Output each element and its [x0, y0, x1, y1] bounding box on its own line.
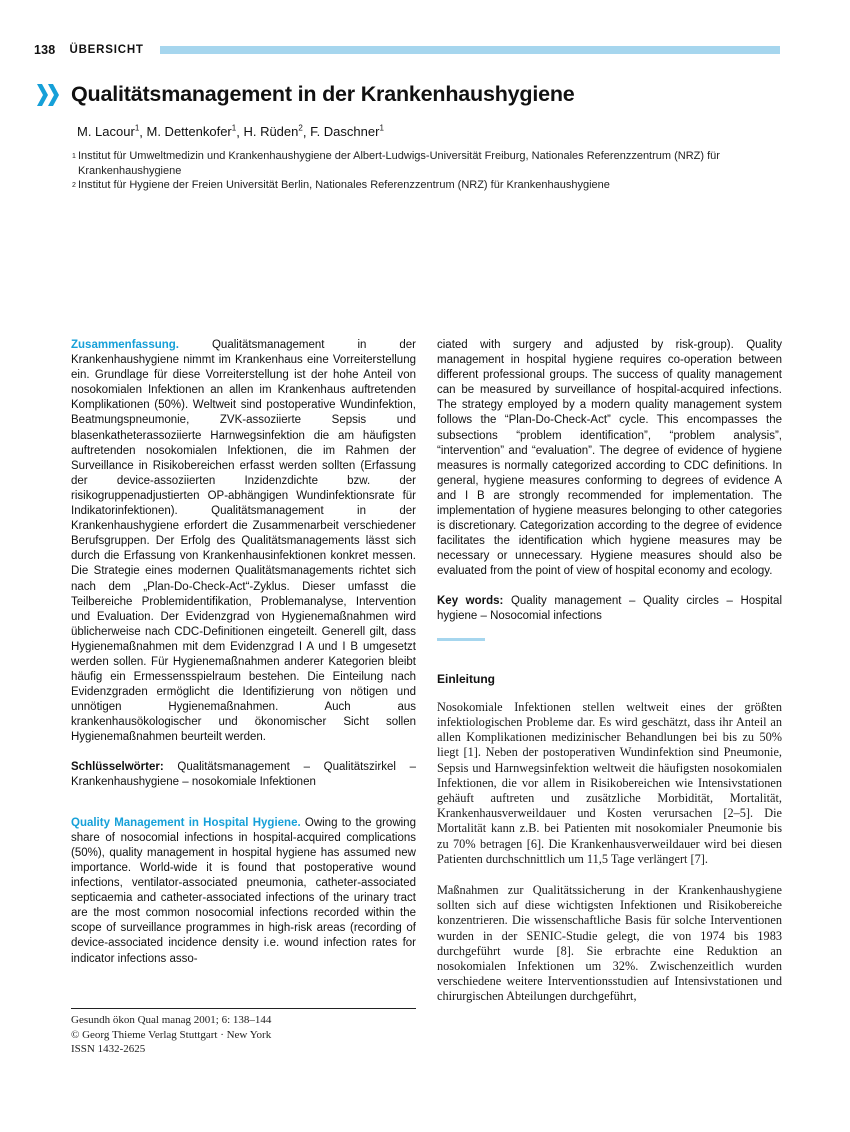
section-label: ÜBERSICHT	[69, 44, 144, 56]
author: M. Lacour$^1$	[77, 124, 140, 140]
keywords-english-label: Key words:	[437, 594, 504, 607]
intro-paragraph: Nosokomiale Infektionen stellen weltweit eines der größten infektiologischen Probleme dar. Es wird geschätzt, dass ihr Anteil an allen Komplikationen medizinischer Behandlungen bei bis zu 50% liegt [1]. Neben der postoperativen Wundinfektion sind Pneumonie, Sepsis und Harnwegsinfektion weltweit die häufigsten nosokomialen Infektionen, die vor allem in Risikobereichen wie Intensivstationen gehäuft auftreten und zusätzliche Morbidität, Mortalität, Krankenhausverweildauer und Kosten verursachen [2–5]. Die Mortalität kann z.B. bei Patienten mit nosokomialer Pneumonie bis zu 70% betragen [6]. Die Krankenhausverweildauer wird bei diesen Patienten durchschnittlich um 11,5 Tage verlängert [7].	[437, 699, 782, 866]
keywords-english-text: Quality management – Quality circles – Hospital hygiene – Nosocomial infections	[437, 594, 782, 622]
page-number: 138	[34, 43, 56, 57]
keywords-german	[71, 760, 416, 790]
left-column	[71, 338, 416, 967]
abstract-english-continued: ciated with surgery and adjusted by risk-group). Quality management in hospital hygiene requires co-operation between different professional groups. The success of quality management can be measured by surveillance of hospital-acquired infections. The strategy employed by a modern quality management system follows the “Plan-Do-Check-Act” cycle. This encompasses the subsections “problem identification”, “problem analysis”, “intervention” and “evaluation”. The degree of evidence of hygiene measures is normally categorized according to CDC definitions. In general, hygiene measures conforming to degrees of evidence A and I B are strongly recommended for implementation. The implementation of hygiene measures belonging to other categories is discretionary. Categorization according to the degree of evidence facilitates the identification which hygiene measures may be necessary or unnecessary. Hygiene measures should also be evaluated from the point of view of hospital economy and ecology.	[437, 339, 782, 578]
running-header	[34, 43, 780, 57]
abstract-english	[71, 816, 416, 967]
section-heading-einleitung: Einleitung	[437, 671, 495, 686]
citation: Gesundh ökon Qual manag 2001; 6: 138–144	[71, 1014, 272, 1026]
double-chevron-icon	[36, 83, 62, 107]
author-list: M. Lacour$^1$, M. Dettenkofer$^1$, H. Rüden$^2$, F. Daschner$^1$	[77, 124, 384, 140]
abstract-english-heading: Quality Management in Hospital Hygiene.	[71, 816, 301, 829]
section-divider	[437, 638, 485, 641]
abstract-english-text-left: Owing to the growing share of nosocomial infections in hospital-acquired complications (50%), quality management in hospital hygiene has assumed new importance. World-wide it is found that postoperative wound infections, ventilator-associated pneumonia, catheter-associated septicaemia and catheter-associated infections of the urinary tract are the most common nosocomial infections recorded within the scope of surveillance programmes in high-risk areas (recording of device-associated incidence density i.e. wound infection rates for indicator infections asso-	[71, 816, 416, 965]
abstract-german-text: Qualitätsmanagement in der Krankenhaushygiene nimmt im Krankenhaus eine Vorreiterstellung ein. Grundlage für diese Vorreiterstellung ist der hohe Anteil von nosokomialen Infektionen an allen im Krankenhaus auftretenden Komplikationen (50%). Weltweit sind postoperative Wundinfektion, Beatmungspneumonie, ZVK-assoziierte Sepsis und blasenkatheterassoziierte Harnwegsinfektion die am häufigsten auftretenden nosokomialen Infektionen, die im Rahmen der Surveillance in Risikobereichen erfasst werden sollten (Erfassung der device-assoziierten Inzidenzdichte bzw. der risikogruppenadjustierten OP-abhängigen Wundinfektionsrate für Indikatorinfektionen). Qualitätsmanagement in der Krankenhaushygiene erfordert die Zusammenarbeit verschiedener Berufsgruppen. Der Erfolg des Qualitätsmanagements lässt sich durch die Erfassung von Krankenhausinfektionen konkret messen. Die Strategie eines modernen Qualitätsmanagements richtet sich nach dem „Plan-Do-Check-Act“-Zyklus. Dieser umfasst die Teilbereiche Problemidentifikation, Problemanalyse, Intervention und Evaluation. Der Evidenzgrad von Hygienemaßnahmen wird üblicherweise nach CDC-Definitionen eingeteilt. Generell gilt, dass Hygienemaßnahmen mit dem Evidenzgrad I A und I B umgesetzt werden sollen. Für Hygienemaßnahmen anderer Kategorien bleibt häufig ein Ermessensspielraum bestehen. Die Einteilung nach Evidenzgraden ermöglicht die Identifizierung von nötigen und unnötigen Hygienemaßnahmen. Auch aus krankenhausökologischer und ökonomischer Sicht sollen Hygienemaßnahmen beurteilt werden.	[71, 339, 417, 744]
footnote	[71, 1013, 271, 1057]
keywords-german-text: Qualitätsmanagement – Qualitätszirkel – Krankenhaushygiene – nosokomiale Infektionen	[71, 760, 416, 788]
affiliation: 1 Institut für Umweltmedizin und Krankenhaushygiene der Albert-Ludwigs-Universität Freiburg, Nationales Referenzzentrum (NRZ) für Krankenhaushygiene	[72, 150, 720, 177]
author: M. Dettenkofer$^1$	[146, 124, 237, 140]
title-row	[36, 82, 575, 107]
issn: ISSN 1432-2625	[71, 1043, 146, 1056]
affiliation: 2 Institut für Hygiene der Freien Universität Berlin, Nationales Referenzzentrum (NRZ) für Krankenhaushygiene	[72, 179, 610, 191]
author: F. Daschner$^1$	[310, 124, 384, 140]
abstract-german-heading: Zusammenfassung.	[71, 339, 179, 351]
header-bar	[160, 46, 780, 54]
keywords-german-label: Schlüsselwörter:	[71, 760, 164, 773]
right-column	[437, 338, 782, 1005]
abstract-german	[71, 338, 416, 746]
keywords-english	[437, 594, 782, 624]
intro-paragraph: Maßnahmen zur Qualitätssicherung in der Krankenhaushygiene sollten sich auf diese wichtigsten Infektionen und Risikobereiche konzentrieren. Die wissenschaftliche Basis für solche Interventionen wurden in der SENIC-Studie gelegt, die von 1974 bis 1983 durchgeführt wurde [8]. Sie erbrachte eine Reduktion an nosokomialen Infektionen um 32%. Zwischenzeitlich wurden verschiedene weitere Interventionsstudien auf Intensivstationen und chirurgischen Abteilungen durchgeführt,	[437, 883, 782, 1004]
article-title: Qualitätsmanagement in der Krankenhaushygiene	[71, 82, 575, 106]
footnote-rule	[71, 1008, 416, 1009]
publisher: © Georg Thieme Verlag Stuttgart · New York	[71, 1028, 272, 1041]
author: H. Rüden$^2$	[243, 124, 303, 140]
